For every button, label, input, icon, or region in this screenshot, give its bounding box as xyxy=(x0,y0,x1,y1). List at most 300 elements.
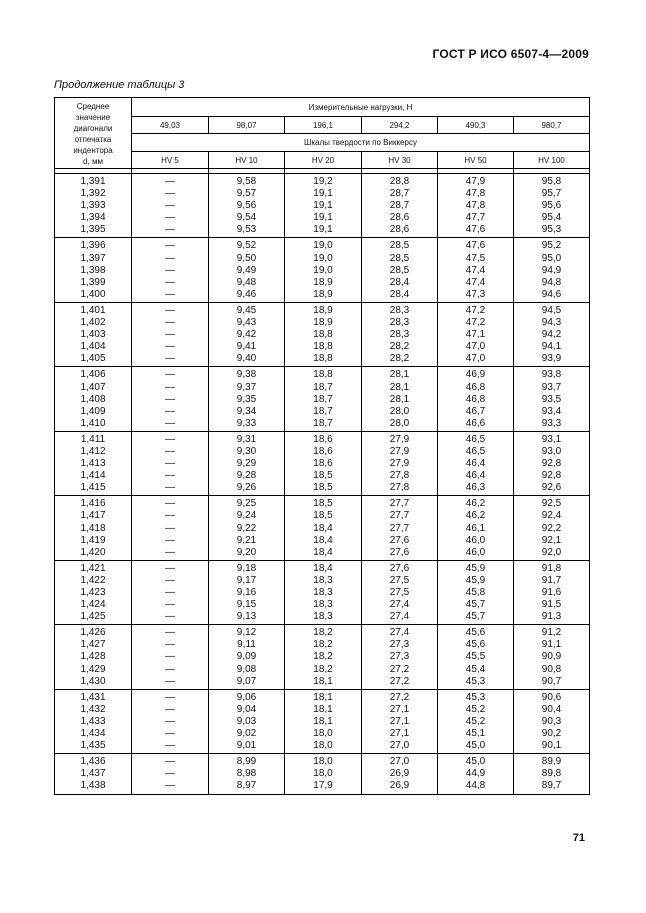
cell-value: 19,0 xyxy=(313,264,333,276)
cell-value: 1,401 xyxy=(80,304,106,316)
cell-value: 18,7 xyxy=(313,417,333,429)
cell-value: 92,1 xyxy=(541,534,562,546)
cell-value: 1,396 xyxy=(80,240,106,252)
cell-value: — xyxy=(165,329,175,341)
cell-hv30 xyxy=(362,689,438,753)
cell-value: 47,6 xyxy=(465,240,486,252)
cell-value: 28,3 xyxy=(389,317,410,329)
cell-value: 9,30 xyxy=(236,445,257,457)
cell-value: 9,26 xyxy=(236,482,257,494)
cell-value: 18,9 xyxy=(313,317,333,329)
cell-hv100 xyxy=(514,431,590,495)
cell-value: 95,3 xyxy=(541,224,562,236)
cell-value: — xyxy=(165,599,175,611)
cell-value: — xyxy=(165,756,175,768)
cell-value: 18,3 xyxy=(313,587,333,598)
cell-hv5 xyxy=(132,560,209,624)
cell-value: 27,7 xyxy=(389,522,410,534)
cell-hv30 xyxy=(362,302,438,366)
cell-hv10 xyxy=(209,689,285,753)
cell-hv5 xyxy=(132,174,209,238)
cell-value: 94,5 xyxy=(541,304,562,316)
table-caption: Продолжение таблицы 3 xyxy=(54,79,185,91)
cell-value: 18,3 xyxy=(313,574,333,586)
cell-value: 18,5 xyxy=(313,482,333,494)
cell-value: 46,4 xyxy=(465,470,486,482)
cell-value: 28,0 xyxy=(389,405,410,417)
cell-value: 18,0 xyxy=(313,728,333,740)
cell-value: 18,6 xyxy=(313,458,333,470)
cell-value: 19,1 xyxy=(313,212,333,224)
cell-value: — xyxy=(165,288,175,300)
cell-hv50 xyxy=(438,302,514,366)
cell-value: — xyxy=(165,562,175,574)
cell-hv5 xyxy=(132,754,209,794)
load-header: 490,3 xyxy=(438,117,514,134)
cell-value: 9,22 xyxy=(236,522,257,534)
cell-hv5 xyxy=(132,367,209,431)
cell-hv30 xyxy=(362,238,438,302)
cell-value: 1,414 xyxy=(80,470,106,482)
cell-value: 9,16 xyxy=(236,587,257,598)
cell-d xyxy=(55,431,132,495)
cell-value: 27,6 xyxy=(389,546,410,558)
cell-value: 94,1 xyxy=(541,341,562,353)
cell-value: 46,6 xyxy=(465,417,486,429)
cell-value: 44,9 xyxy=(465,768,486,780)
cell-value: 45,6 xyxy=(465,639,486,651)
cell-hv20 xyxy=(285,496,362,560)
cell-value: 47,7 xyxy=(465,212,486,224)
stub-header-line: отпечатка xyxy=(74,134,112,144)
cell-value: 18,8 xyxy=(313,353,333,365)
cell-value: 44,8 xyxy=(465,780,486,792)
cell-value: 9,02 xyxy=(236,728,257,740)
cell-value: 47,8 xyxy=(465,188,486,200)
cell-hv10 xyxy=(209,431,285,495)
cell-value: 18,6 xyxy=(313,433,333,445)
cell-value: 90,1 xyxy=(541,740,562,752)
cell-value: 1,400 xyxy=(80,288,106,300)
cell-value: 9,17 xyxy=(236,574,257,586)
cell-value: 9,04 xyxy=(236,703,257,715)
cell-hv30 xyxy=(362,625,438,689)
cell-value: 26,9 xyxy=(389,780,410,792)
cell-value: 27,0 xyxy=(389,756,410,768)
cell-value: 46,1 xyxy=(465,522,486,534)
cell-hv50 xyxy=(438,689,514,753)
cell-value: 94,9 xyxy=(541,264,562,276)
cell-value: 45,9 xyxy=(465,574,486,586)
cell-value: 18,0 xyxy=(313,768,333,780)
cell-hv20 xyxy=(285,560,362,624)
cell-value: — xyxy=(165,728,175,740)
table-row-group xyxy=(55,238,590,302)
cell-value: 1,427 xyxy=(80,639,106,651)
cell-value: 18,5 xyxy=(313,498,333,510)
cell-value: 93,8 xyxy=(541,369,562,381)
table-row-group xyxy=(55,689,590,753)
cell-value: — xyxy=(165,663,175,675)
table-row-group xyxy=(55,431,590,495)
cell-value: 92,4 xyxy=(541,510,562,522)
cell-hv10 xyxy=(209,496,285,560)
cell-value: 91,7 xyxy=(541,574,562,586)
cell-hv50 xyxy=(438,238,514,302)
cell-value: 18,8 xyxy=(313,369,333,381)
cell-value: 1,423 xyxy=(80,587,106,598)
cell-value: 90,2 xyxy=(541,728,562,740)
cell-value: 18,2 xyxy=(313,627,333,639)
cell-value: — xyxy=(165,445,175,457)
cell-value: — xyxy=(165,470,175,482)
cell-value: — xyxy=(165,780,175,792)
cell-hv20 xyxy=(285,689,362,753)
cell-value: 46,2 xyxy=(465,498,486,510)
cell-value: 45,2 xyxy=(465,715,486,727)
cell-value: 47,6 xyxy=(465,224,486,236)
cell-value: 28,0 xyxy=(389,417,410,429)
cell-value: 27,9 xyxy=(389,458,410,470)
cell-value: 45,8 xyxy=(465,587,486,598)
cell-value: 1,426 xyxy=(80,627,106,639)
cell-value: 9,24 xyxy=(236,510,257,522)
cell-value: 94,6 xyxy=(541,288,562,300)
cell-value: 18,9 xyxy=(313,288,333,300)
scales-title: Шкалы твердости по Виккерсу xyxy=(132,134,590,152)
cell-value: 9,42 xyxy=(236,329,257,341)
cell-value: 27,4 xyxy=(389,599,410,611)
cell-value: 46,7 xyxy=(465,405,486,417)
table-row-group xyxy=(55,625,590,689)
cell-value: 89,7 xyxy=(541,780,562,792)
cell-value: 1,432 xyxy=(80,703,106,715)
cell-value: 18,0 xyxy=(313,756,333,768)
cell-value: — xyxy=(165,458,175,470)
document-header: ГОСТ Р ИСО 6507-4—2009 xyxy=(432,47,589,61)
cell-hv5 xyxy=(132,302,209,366)
cell-d xyxy=(55,174,132,238)
cell-value: 1,403 xyxy=(80,329,106,341)
cell-value: 93,5 xyxy=(541,393,562,405)
cell-value: 45,2 xyxy=(465,703,486,715)
cell-hv10 xyxy=(209,174,285,238)
cell-value: 93,9 xyxy=(541,353,562,365)
cell-value: 9,33 xyxy=(236,417,257,429)
cell-value: 18,8 xyxy=(313,341,333,353)
cell-hv20 xyxy=(285,625,362,689)
cell-value: 95,8 xyxy=(541,176,562,187)
cell-value: 28,4 xyxy=(389,288,410,300)
cell-value: 45,6 xyxy=(465,627,486,639)
cell-value: 18,4 xyxy=(313,534,333,546)
cell-value: 26,9 xyxy=(389,768,410,780)
cell-hv20 xyxy=(285,367,362,431)
cell-value: — xyxy=(165,200,175,212)
cell-value: 18,8 xyxy=(313,329,333,341)
scale-header: HV 50 xyxy=(438,152,514,169)
cell-value: 9,03 xyxy=(236,715,257,727)
cell-value: — xyxy=(165,276,175,288)
cell-value: 46,4 xyxy=(465,458,486,470)
cell-hv100 xyxy=(514,174,590,238)
cell-value: 19,0 xyxy=(313,252,333,264)
cell-d xyxy=(55,302,132,366)
cell-hv10 xyxy=(209,238,285,302)
cell-value: 47,9 xyxy=(465,176,486,187)
cell-value: 27,7 xyxy=(389,510,410,522)
cell-value: — xyxy=(165,381,175,393)
cell-value: 27,5 xyxy=(389,587,410,598)
cell-value: 92,2 xyxy=(541,522,562,534)
cell-value: 1,410 xyxy=(80,417,106,429)
cell-value: 93,1 xyxy=(541,433,562,445)
cell-value: 28,7 xyxy=(389,188,410,200)
cell-value: — xyxy=(165,393,175,405)
cell-value: 9,43 xyxy=(236,317,257,329)
stub-header-line: значение xyxy=(75,112,111,122)
cell-hv20 xyxy=(285,238,362,302)
load-header: 196,1 xyxy=(285,117,362,134)
cell-value: 18,3 xyxy=(313,611,333,623)
cell-value: 9,52 xyxy=(236,240,257,252)
cell-value: 1,416 xyxy=(80,498,106,510)
cell-value: 90,7 xyxy=(541,675,562,687)
cell-value: 91,6 xyxy=(541,587,562,598)
cell-value: 92,6 xyxy=(541,482,562,494)
cell-value: 9,28 xyxy=(236,470,257,482)
cell-value: 45,5 xyxy=(465,651,486,663)
cell-hv10 xyxy=(209,302,285,366)
cell-value: 1,393 xyxy=(80,200,106,212)
cell-value: 89,8 xyxy=(541,768,562,780)
cell-value: 9,58 xyxy=(236,176,257,187)
cell-value: 94,8 xyxy=(541,276,562,288)
cell-value: 1,407 xyxy=(80,381,106,393)
cell-value: 45,3 xyxy=(465,675,486,687)
cell-value: — xyxy=(165,369,175,381)
cell-value: 1,406 xyxy=(80,369,106,381)
cell-value: 46,8 xyxy=(465,381,486,393)
scale-header: HV 10 xyxy=(209,152,285,169)
cell-value: — xyxy=(165,433,175,445)
cell-hv50 xyxy=(438,367,514,431)
cell-value: 28,6 xyxy=(389,212,410,224)
cell-value: 27,4 xyxy=(389,627,410,639)
cell-value: 9,15 xyxy=(236,599,257,611)
cell-value: 93,3 xyxy=(541,417,562,429)
cell-value: 9,54 xyxy=(236,212,257,224)
cell-hv50 xyxy=(438,431,514,495)
cell-value: 17,9 xyxy=(313,780,333,792)
cell-value: 19,1 xyxy=(313,200,333,212)
cell-value: — xyxy=(165,510,175,522)
cell-value: 8,97 xyxy=(236,780,257,792)
cell-value: 18,1 xyxy=(313,703,333,715)
cell-value: — xyxy=(165,317,175,329)
cell-value: 45,4 xyxy=(465,663,486,675)
cell-value: 28,7 xyxy=(389,200,410,212)
cell-hv10 xyxy=(209,367,285,431)
cell-value: 1,412 xyxy=(80,445,106,457)
cell-value: 1,418 xyxy=(80,522,106,534)
cell-value: 28,1 xyxy=(389,381,410,393)
cell-value: — xyxy=(165,405,175,417)
cell-value: 45,0 xyxy=(465,740,486,752)
cell-value: 18,1 xyxy=(313,675,333,687)
cell-value: — xyxy=(165,417,175,429)
cell-value: 1,391 xyxy=(80,176,106,187)
cell-value: 1,417 xyxy=(80,510,106,522)
cell-value: 92,0 xyxy=(541,546,562,558)
cell-d xyxy=(55,754,132,794)
cell-value: — xyxy=(165,768,175,780)
cell-value: 91,2 xyxy=(541,627,562,639)
cell-value: 9,46 xyxy=(236,288,257,300)
cell-value: 9,34 xyxy=(236,405,257,417)
cell-value: 19,0 xyxy=(313,240,333,252)
cell-value: 27,8 xyxy=(389,470,410,482)
cell-value: 46,9 xyxy=(465,369,486,381)
cell-value: 1,424 xyxy=(80,599,106,611)
cell-value: — xyxy=(165,574,175,586)
load-header: 294,2 xyxy=(362,117,438,134)
cell-hv50 xyxy=(438,754,514,794)
cell-hv5 xyxy=(132,496,209,560)
cell-value: — xyxy=(165,304,175,316)
cell-value: 90,6 xyxy=(541,691,562,703)
cell-hv100 xyxy=(514,238,590,302)
cell-value: 18,6 xyxy=(313,445,333,457)
cell-d xyxy=(55,496,132,560)
cell-value: 46,0 xyxy=(465,534,486,546)
cell-value: 1,402 xyxy=(80,317,106,329)
cell-value: — xyxy=(165,703,175,715)
cell-value: — xyxy=(165,627,175,639)
cell-value: — xyxy=(165,212,175,224)
cell-hv30 xyxy=(362,496,438,560)
cell-value: 18,7 xyxy=(313,381,333,393)
cell-hv20 xyxy=(285,174,362,238)
cell-value: — xyxy=(165,176,175,187)
hardness-table xyxy=(54,97,590,795)
cell-value: 1,398 xyxy=(80,264,106,276)
cell-hv50 xyxy=(438,625,514,689)
cell-value: 45,0 xyxy=(465,756,486,768)
cell-hv50 xyxy=(438,174,514,238)
cell-value: 27,4 xyxy=(389,611,410,623)
cell-value: 18,4 xyxy=(313,546,333,558)
cell-value: 18,2 xyxy=(313,663,333,675)
cell-value: 19,1 xyxy=(313,188,333,200)
cell-hv100 xyxy=(514,754,590,794)
cell-value: 18,7 xyxy=(313,405,333,417)
cell-value: — xyxy=(165,224,175,236)
cell-d xyxy=(55,625,132,689)
cell-value: 28,5 xyxy=(389,252,410,264)
cell-value: 9,53 xyxy=(236,224,257,236)
cell-value: — xyxy=(165,534,175,546)
cell-value: 28,5 xyxy=(389,240,410,252)
cell-value: 9,11 xyxy=(237,639,256,651)
cell-value: 18,4 xyxy=(313,522,333,534)
cell-value: 45,7 xyxy=(465,599,486,611)
cell-value: 90,4 xyxy=(541,703,562,715)
cell-value: 91,5 xyxy=(541,599,562,611)
cell-value: 1,429 xyxy=(80,663,106,675)
cell-value: 27,1 xyxy=(389,715,410,727)
cell-value: 9,29 xyxy=(236,458,257,470)
scale-header: HV 30 xyxy=(362,152,438,169)
cell-value: — xyxy=(165,611,175,623)
cell-value: 18,3 xyxy=(313,599,333,611)
cell-hv5 xyxy=(132,238,209,302)
cell-value: — xyxy=(165,639,175,651)
cell-value: 18,4 xyxy=(313,562,333,574)
cell-value: 93,7 xyxy=(541,381,562,393)
cell-value: 27,3 xyxy=(389,639,410,651)
cell-value: 9,48 xyxy=(236,276,257,288)
cell-value: 45,3 xyxy=(465,691,486,703)
cell-value: — xyxy=(165,651,175,663)
stub-header-line: индентора xyxy=(73,145,113,155)
cell-hv5 xyxy=(132,431,209,495)
cell-value: 92,8 xyxy=(541,470,562,482)
cell-value: 46,5 xyxy=(465,433,486,445)
cell-hv5 xyxy=(132,625,209,689)
cell-hv100 xyxy=(514,689,590,753)
cell-value: 46,2 xyxy=(465,510,486,522)
cell-value: 95,4 xyxy=(541,212,562,224)
cell-value: — xyxy=(165,188,175,200)
cell-value: 27,7 xyxy=(389,498,410,510)
cell-value: 18,2 xyxy=(313,639,333,651)
cell-value: 47,4 xyxy=(465,276,486,288)
cell-value: 9,18 xyxy=(236,562,257,574)
cell-value: 1,397 xyxy=(80,252,106,264)
cell-value: 1,433 xyxy=(80,715,106,727)
cell-value: — xyxy=(165,691,175,703)
cell-value: 9,21 xyxy=(236,534,257,546)
cell-value: 1,395 xyxy=(80,224,106,236)
cell-value: 27,2 xyxy=(389,675,410,687)
cell-value: 47,1 xyxy=(465,329,486,341)
cell-value: 1,419 xyxy=(80,534,106,546)
cell-hv20 xyxy=(285,302,362,366)
table-row-group xyxy=(55,302,590,366)
cell-value: — xyxy=(165,341,175,353)
cell-value: 9,35 xyxy=(236,393,257,405)
cell-value: 94,3 xyxy=(541,317,562,329)
cell-value: 47,0 xyxy=(465,353,486,365)
cell-value: 95,0 xyxy=(541,252,562,264)
table-row-group xyxy=(55,496,590,560)
cell-value: 9,25 xyxy=(236,498,257,510)
cell-value: 9,13 xyxy=(236,611,257,623)
table-row-group xyxy=(55,560,590,624)
cell-value: 9,38 xyxy=(236,369,257,381)
cell-value: 47,4 xyxy=(465,264,486,276)
cell-hv100 xyxy=(514,496,590,560)
cell-hv20 xyxy=(285,431,362,495)
cell-value: 1,413 xyxy=(80,458,106,470)
cell-value: 46,5 xyxy=(465,445,486,457)
cell-value: 1,399 xyxy=(80,276,106,288)
cell-value: 47,5 xyxy=(465,252,486,264)
cell-value: 19,2 xyxy=(313,176,333,187)
stub-header-line: Среднее xyxy=(76,101,110,111)
cell-value: 46,3 xyxy=(465,482,486,494)
